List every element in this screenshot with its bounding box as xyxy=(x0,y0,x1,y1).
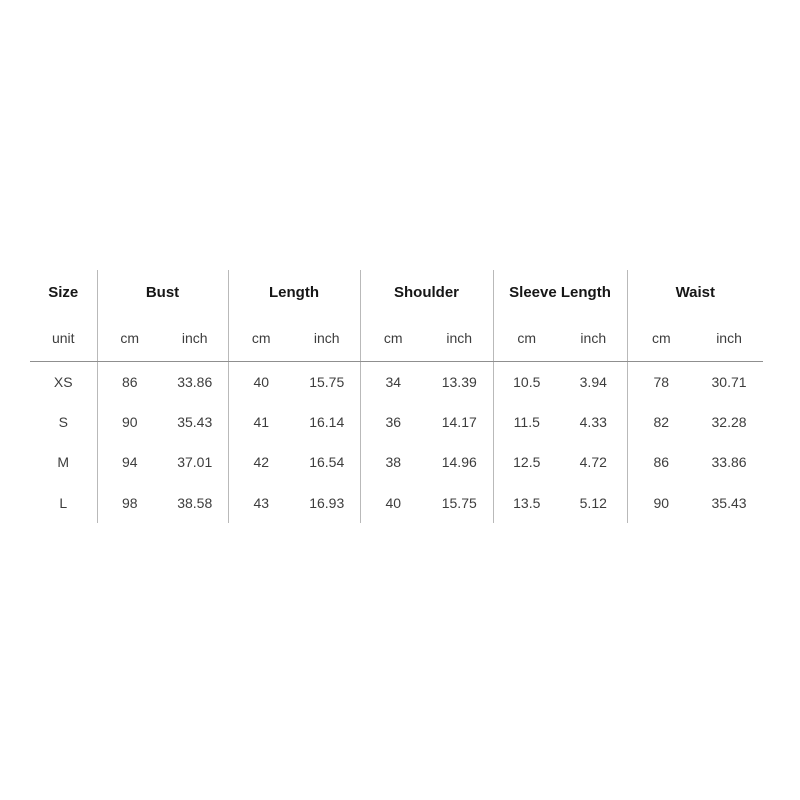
size-cell: XS xyxy=(53,373,73,390)
unit-cell-sleeve-cm: cm xyxy=(493,315,560,361)
column-header-length: Length xyxy=(228,270,360,315)
table-row-l xyxy=(30,483,763,524)
sleeve-inch-cell: 4.72 xyxy=(579,454,607,471)
size-cell: M xyxy=(57,454,70,471)
bust-inch-cell: 33.86 xyxy=(177,373,213,390)
length-cm-cell: 41 xyxy=(228,402,294,443)
size-chart-table xyxy=(30,270,763,523)
waist-cm-cell: 78 xyxy=(627,361,695,402)
size-cell: L xyxy=(59,494,68,511)
bust-cm-cell: 86 xyxy=(97,361,162,402)
header-group-row xyxy=(30,270,763,315)
shoulder-cm-cell: 34 xyxy=(360,361,426,402)
sleeve-cm-cell: 11.5 xyxy=(493,402,560,443)
column-header-shoulder: Shoulder xyxy=(360,270,493,315)
waist-inch-cell: 30.71 xyxy=(711,373,747,390)
column-header-waist: Waist xyxy=(627,270,763,315)
length-inch-cell: 16.14 xyxy=(309,413,345,430)
shoulder-cm-cell: 36 xyxy=(360,402,426,443)
size-chart xyxy=(30,270,763,523)
table-row-xs xyxy=(30,361,763,402)
bust-cm-cell: 90 xyxy=(97,402,162,443)
shoulder-inch-cell: 14.17 xyxy=(441,413,477,430)
unit-cell-sleeve-inch: inch xyxy=(560,315,627,361)
shoulder-cm-cell: 40 xyxy=(360,483,426,524)
bust-cm-cell: 98 xyxy=(97,483,162,524)
length-inch-cell: 16.93 xyxy=(309,494,345,511)
unit-cell-shoulder-inch: inch xyxy=(426,315,493,361)
table-row-s xyxy=(30,402,763,443)
column-header-size: Size xyxy=(48,284,79,301)
length-cm-cell: 40 xyxy=(228,361,294,402)
shoulder-cm-cell: 38 xyxy=(360,442,426,483)
waist-cm-cell: 82 xyxy=(627,402,695,443)
table-row-m xyxy=(30,442,763,483)
unit-label: unit xyxy=(30,315,97,361)
unit-cell-bust-cm: cm xyxy=(97,315,162,361)
size-cell: S xyxy=(58,413,68,430)
sleeve-cm-cell: 13.5 xyxy=(493,483,560,524)
bust-cm-cell: 94 xyxy=(97,442,162,483)
bust-inch-cell: 35.43 xyxy=(177,413,213,430)
waist-cm-cell: 86 xyxy=(627,442,695,483)
column-header-bust: Bust xyxy=(97,270,228,315)
waist-cm-cell: 90 xyxy=(627,483,695,524)
unit-cell-length-cm: cm xyxy=(228,315,294,361)
length-cm-cell: 42 xyxy=(228,442,294,483)
bust-inch-cell: 37.01 xyxy=(177,454,213,471)
shoulder-inch-cell: 14.96 xyxy=(441,454,477,471)
unit-cell-waist-cm: cm xyxy=(627,315,695,361)
unit-cell-shoulder-cm: cm xyxy=(360,315,426,361)
waist-inch-cell: 33.86 xyxy=(711,454,747,471)
waist-inch-cell: 35.43 xyxy=(711,494,747,511)
unit-cell-bust-inch: inch xyxy=(162,315,228,361)
sleeve-cm-cell: 12.5 xyxy=(493,442,560,483)
unit-cell-waist-inch: inch xyxy=(695,315,763,361)
sleeve-cm-cell: 10.5 xyxy=(493,361,560,402)
sleeve-inch-cell: 4.33 xyxy=(579,413,607,430)
shoulder-inch-cell: 13.39 xyxy=(441,373,477,390)
sleeve-inch-cell: 5.12 xyxy=(579,494,607,511)
column-header-sleeve-length: Sleeve Length xyxy=(493,270,627,315)
header-unit-row xyxy=(30,315,763,361)
shoulder-inch-cell: 15.75 xyxy=(441,494,477,511)
length-cm-cell: 43 xyxy=(228,483,294,524)
length-inch-cell: 15.75 xyxy=(309,373,345,390)
length-inch-cell: 16.54 xyxy=(309,454,345,471)
waist-inch-cell: 32.28 xyxy=(711,413,747,430)
unit-cell-length-inch: inch xyxy=(294,315,360,361)
sleeve-inch-cell: 3.94 xyxy=(579,373,607,390)
bust-inch-cell: 38.58 xyxy=(177,494,213,511)
